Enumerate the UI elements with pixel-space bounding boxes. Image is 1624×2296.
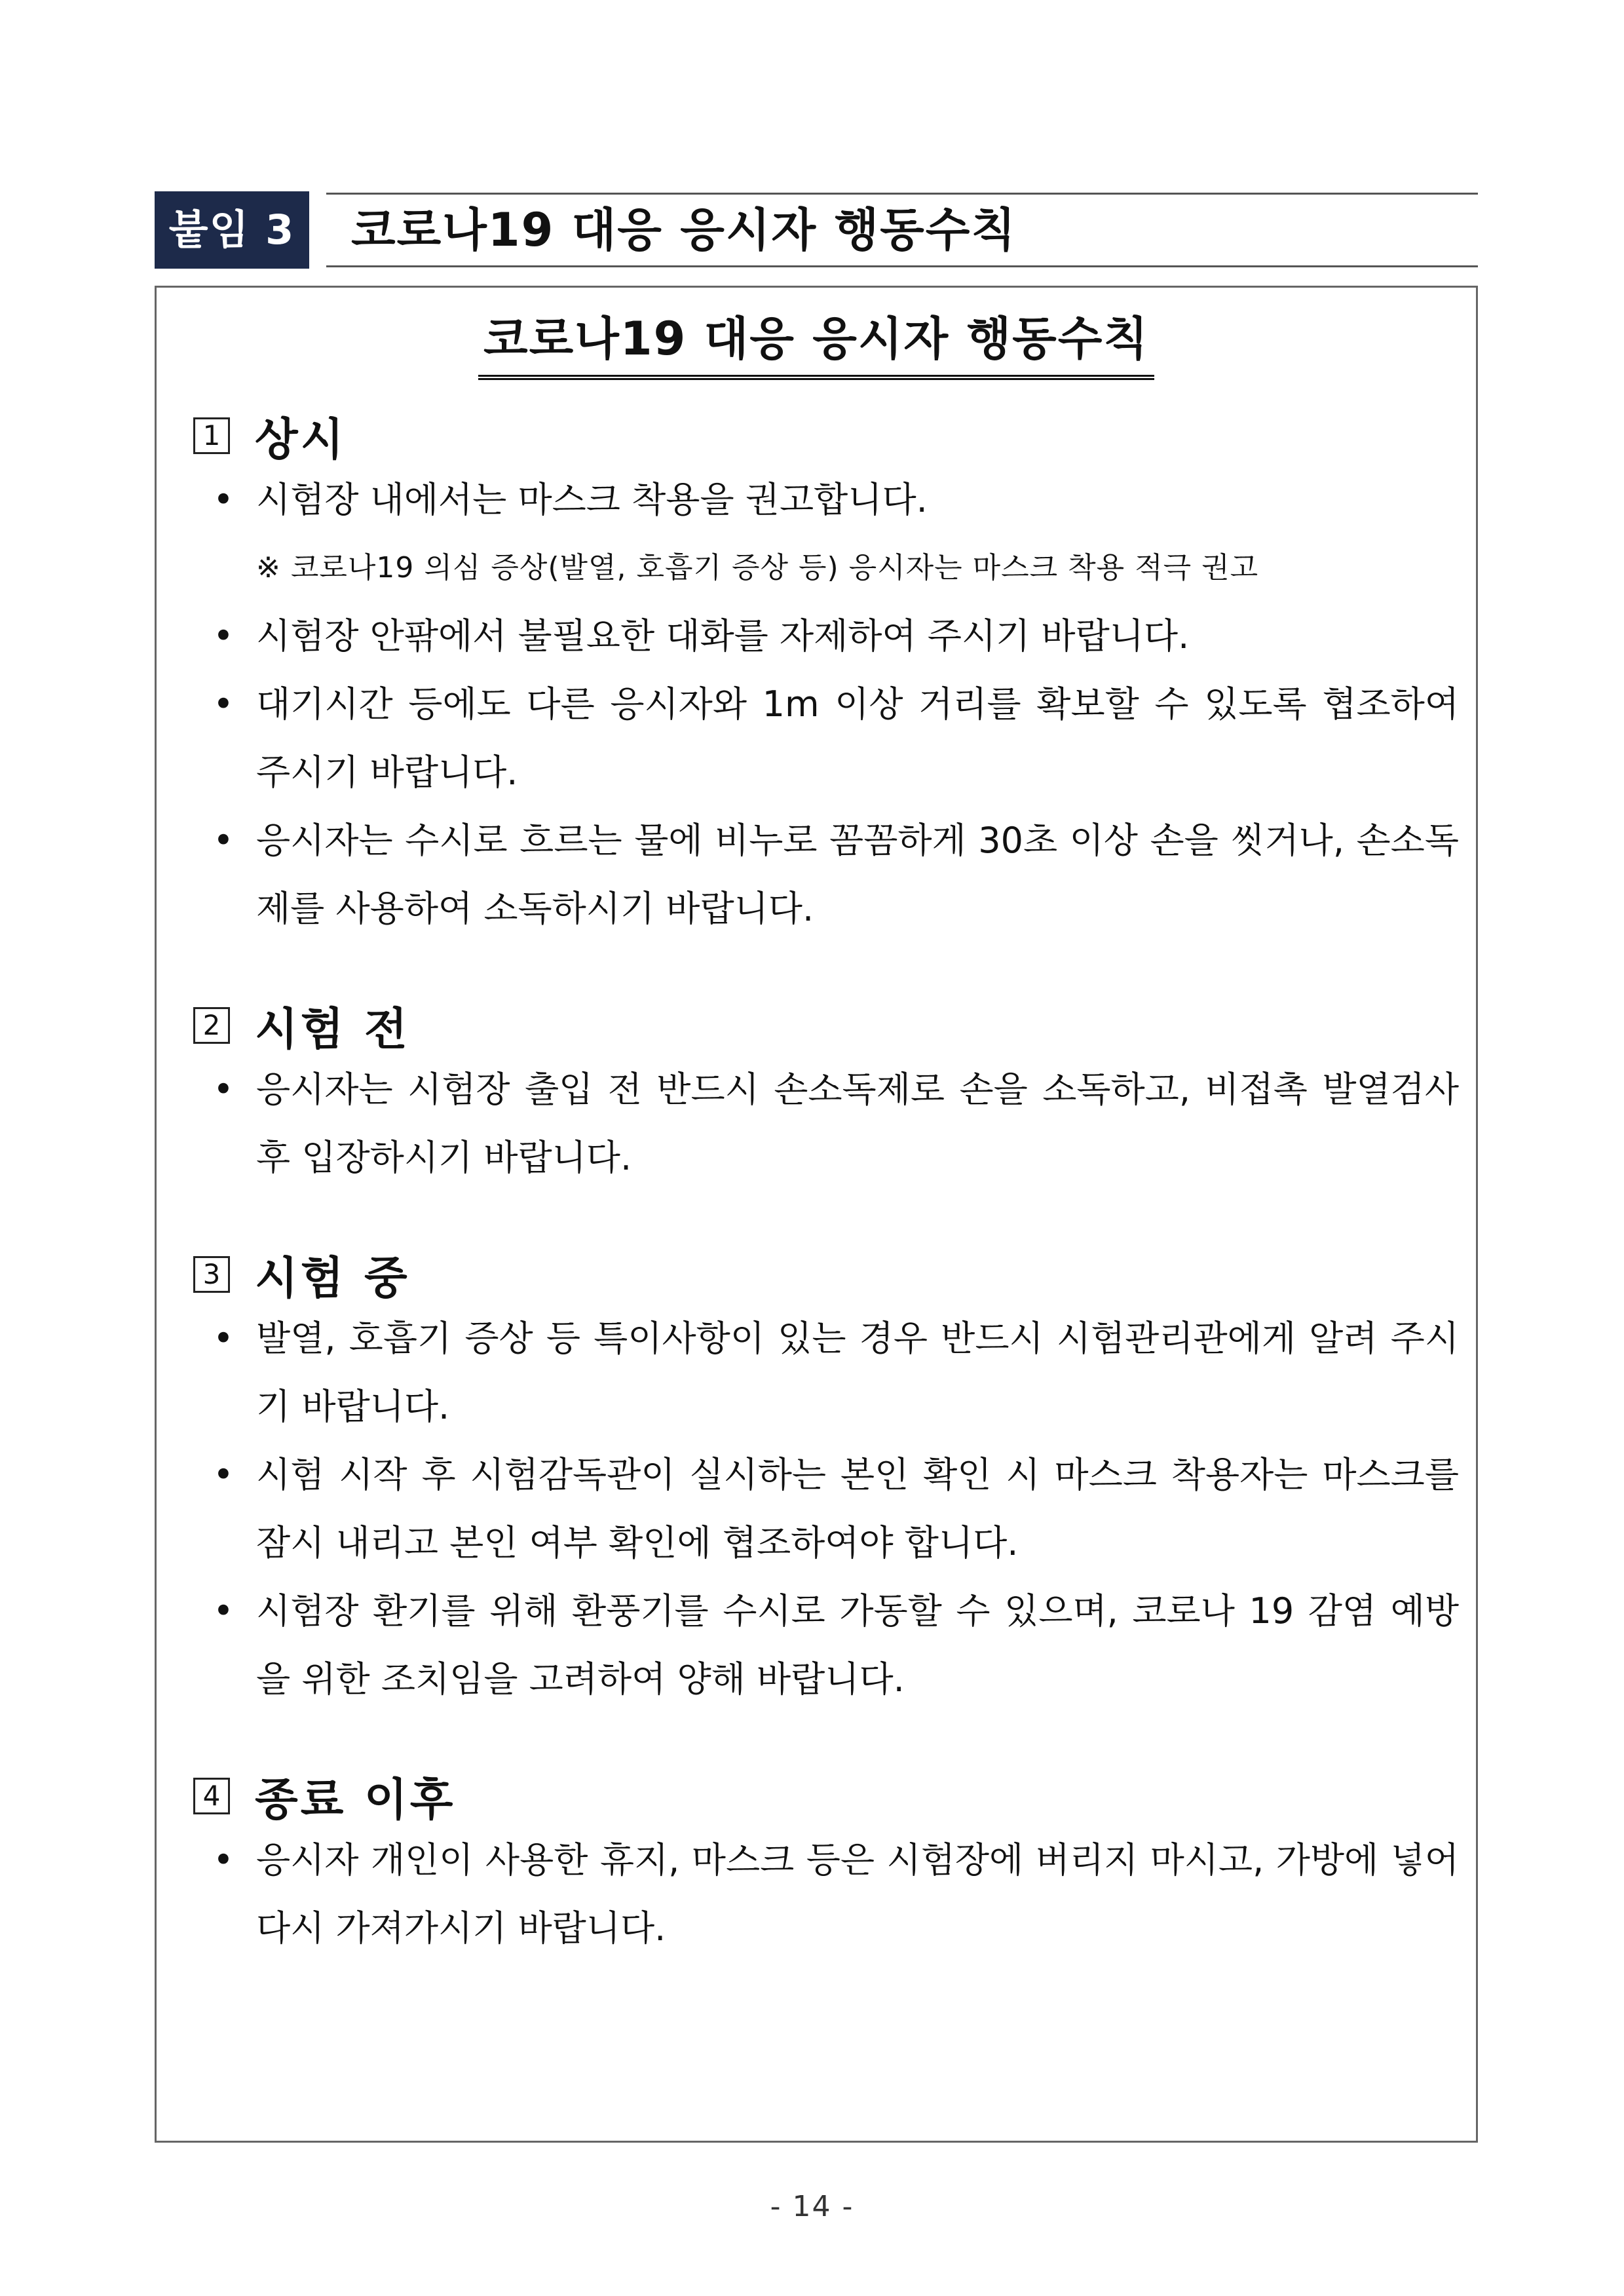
bullet-icon: •	[213, 1454, 234, 1495]
section-number-box: 3	[193, 1256, 230, 1293]
list-item	[193, 670, 1459, 807]
list-item	[193, 1056, 1459, 1192]
list-item	[193, 1577, 1459, 1713]
list-item-text: 응시자는 수시로 흐르는 물에 비누로 꼼꼼하게 30초 이상 손을 씻거나, 손소독제를 사용하여 소독하시기 바랍니다.	[256, 820, 1459, 929]
page-number: - 14 -	[770, 2190, 854, 2223]
section-during-exam	[193, 1244, 1459, 1713]
list-item	[193, 807, 1459, 943]
list-item-text: 시험장 내에서는 마스크 착용을 권고합니다.	[256, 479, 928, 520]
list-item-text: 응시자 개인이 사용한 휴지, 마스크 등은 시험장에 버리지 마시고, 가방에 넣어 다시 가져가시기 바랍니다.	[256, 1839, 1459, 1949]
section-title: 시험 전	[255, 1003, 410, 1056]
section-title: 종료 이후	[255, 1774, 456, 1826]
section-title: 상시	[255, 413, 347, 466]
bullet-icon: •	[213, 683, 234, 725]
list-item	[193, 1441, 1459, 1577]
header-title: 코로나19 대응 응시자 행동수칙	[351, 203, 1017, 257]
bullet-icon: •	[213, 1590, 234, 1632]
list-item-text: 시험 시작 후 시험감독관이 실시하는 본인 확인 시 마스크 착용자는 마스크를 잠시 내리고 본인 여부 확인에 협조하여야 합니다.	[256, 1454, 1459, 1563]
section-number-box: 2	[193, 1007, 230, 1044]
section-after-exam	[193, 1766, 1459, 1962]
list-item-text: 시험장 환기를 위해 환풍기를 수시로 가동할 수 있으며, 코로나 19 감염 예방을 위한 조치임을 고려하여 양해 바랍니다.	[256, 1590, 1459, 1700]
list-item	[193, 602, 1459, 670]
note-text: ※ 코로나19 의심 증상(발열, 호흡기 증상 등) 응시자는 마스크 착용 적극 권고	[256, 551, 1259, 584]
header-divider-bottom	[326, 265, 1478, 267]
list-item	[193, 1826, 1459, 1962]
guidelines-box	[155, 286, 1478, 2143]
bullet-icon: •	[213, 615, 234, 657]
bullet-icon: •	[213, 479, 234, 520]
section-number-box: 1	[193, 417, 230, 454]
list-item	[193, 466, 1459, 534]
section-regular	[193, 406, 1459, 943]
bullet-icon: •	[213, 1069, 234, 1110]
box-title: 코로나19 대응 응시자 행동수칙	[478, 302, 1154, 380]
bullet-icon: •	[213, 820, 234, 861]
bullet-icon: •	[213, 1839, 234, 1881]
list-item-text: 시험장 안팎에서 불필요한 대화를 자제하여 주시기 바랍니다.	[256, 615, 1190, 657]
list-item-text: 발열, 호흡기 증상 등 특이사항이 있는 경우 반드시 시험관리관에게 알려 주시기 바랍니다.	[256, 1318, 1459, 1427]
list-item-text: 대기시간 등에도 다른 응시자와 1m 이상 거리를 확보할 수 있도록 협조하여 주시기 바랍니다.	[256, 683, 1459, 793]
bullet-icon: •	[213, 1318, 234, 1359]
list-item	[193, 1305, 1459, 1441]
attachment-tag: 붙임 3	[155, 191, 309, 269]
attachment-header	[155, 191, 1478, 269]
section-number-box: 4	[193, 1778, 230, 1814]
section-title: 시험 중	[255, 1252, 410, 1305]
guidelines-content	[193, 406, 1459, 1962]
section-before-exam	[193, 995, 1459, 1192]
list-item-text: 응시자는 시험장 출입 전 반드시 손소독제로 손을 소독하고, 비접촉 발열검사 후 입장하시기 바랍니다.	[256, 1069, 1459, 1178]
